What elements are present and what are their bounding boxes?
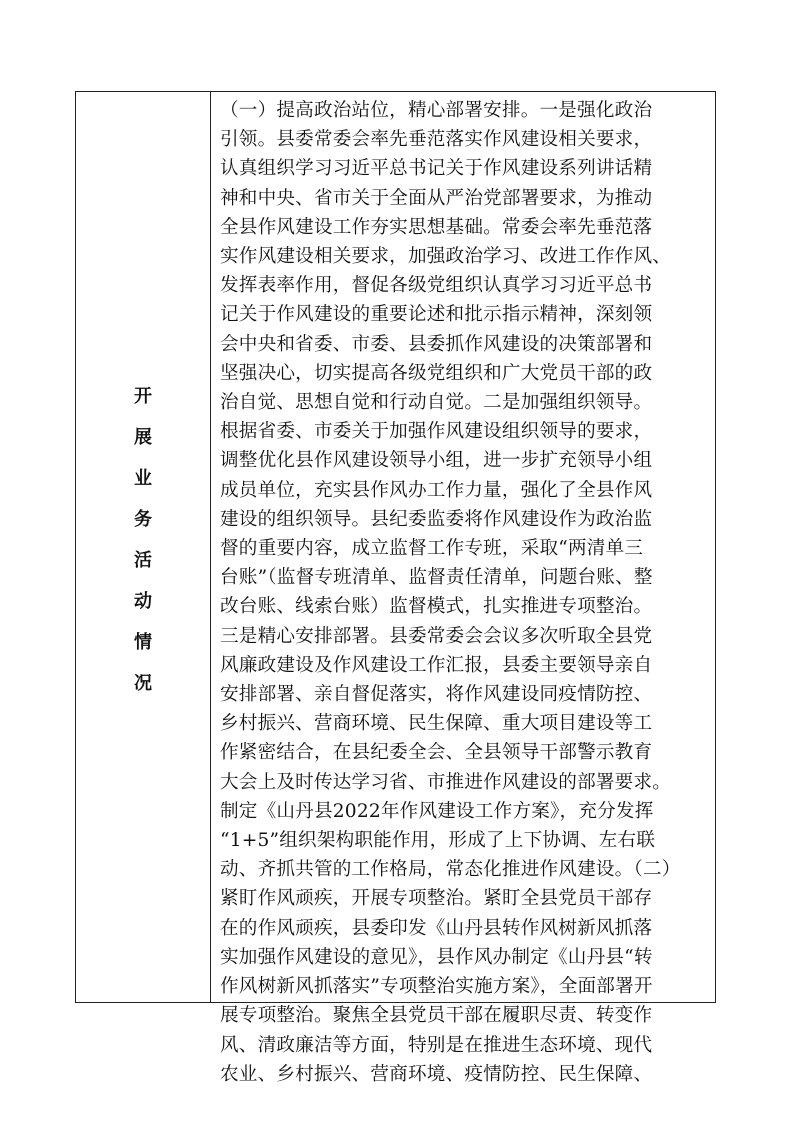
content-line: 展专项整治。聚焦全县党员干部在履职尽责、转变作: [220, 1005, 653, 1027]
content-line: 记关于作风建设的重要论述和批示指示精神，深刻领: [220, 304, 653, 326]
content-line: 制定《山丹县2022年作风建设工作方案》，充分发挥: [220, 800, 654, 822]
content-line: 作风树新风抓落实”专项整治实施方案》，全面部署开: [220, 976, 653, 998]
content-line: 根据省委、市委关于加强作风建设组织领导的要求，: [220, 421, 653, 443]
content-line: 乡村振兴、营商环境、民生保障、重大项目建设等工: [220, 713, 653, 735]
label-column: [76, 92, 211, 1002]
content-line: （一）提高政治站位，精心部署安排。一是强化政治: [220, 100, 653, 121]
label-char: 活: [134, 549, 152, 571]
content-line: 大会上及时传达学习省、市推进作风建设的部署要求。: [220, 771, 672, 793]
content-line: 作紧密结合，在县纪委全会、全县领导干部警示教育: [220, 742, 653, 764]
content-line: 紧盯作风顽疾，开展专项整治。紧盯全县党员干部存: [220, 888, 653, 910]
content-line: 台账”（监督专班清单、监督责任清单，问题台账、整: [220, 567, 653, 589]
label-char: 展: [134, 426, 152, 448]
label-char: 动: [134, 590, 152, 612]
content-line: 引领。县委常委会率先垂范落实作风建设相关要求，: [220, 129, 653, 151]
label-char: 况: [134, 672, 152, 694]
content-line: 在的作风顽疾，县委印发《山丹县转作风树新风抓落: [220, 917, 653, 939]
content-line: 改台账、线索台账）监督模式，扎实推进专项整治。: [220, 596, 653, 618]
label-char: 业: [134, 467, 152, 489]
content-line: 建设的组织领导。县纪委监委将作风建设作为政治监: [220, 508, 653, 530]
content-line: 风、清政廉洁等方面，特别是在推进生态环境、现代: [220, 1034, 653, 1056]
row-label: [134, 385, 152, 694]
label-char: 情: [134, 631, 152, 653]
content-line: 调整优化县作风建设领导小组，进一步扩充领导小组: [220, 450, 653, 472]
content-line: 实加强作风建设的意见》，县作风办制定《山丹县“转: [220, 946, 653, 968]
content-column: [211, 92, 715, 1085]
content-line: 认真组织学习习近平总书记关于作风建设系列讲话精: [220, 158, 653, 180]
content-line: 三是精心安排部署。县委常委会会议多次听取全县党: [220, 625, 653, 647]
content-line: 农业、乡村振兴、营商环境、疫情防控、民生保障、: [220, 1063, 653, 1085]
content-paragraph: [220, 96, 707, 1089]
content-line: 发挥表率作用，督促各级党组织认真学习习近平总书: [220, 275, 653, 297]
label-char: 开: [134, 385, 152, 407]
content-line: 坚强决心，切实提高各级党组织和广大党员干部的政: [220, 362, 653, 384]
content-line: 实作风建设相关要求，加强政治学习、改进工作作风、: [220, 246, 672, 268]
content-line: 全县作风建设工作夯实思想基础。常委会率先垂范落: [220, 216, 653, 238]
content-line: 督的重要内容，成立监督工作专班，采取“两清单三: [220, 538, 644, 560]
content-line: 安排部署、亲自督促落实，将作风建设同疫情防控、: [220, 684, 653, 706]
content-line: 治自觉、思想自觉和行动自觉。二是加强组织领导。: [220, 392, 653, 414]
content-line: 成员单位，充实县作风办工作力量，强化了全县作风: [220, 479, 653, 501]
label-char: 务: [134, 508, 152, 530]
content-line: 会中央和省委、市委、县委抓作风建设的决策部署和: [220, 333, 653, 355]
content-line: 动、齐抓共管的工作格局，常态化推进作风建设。（二）: [220, 859, 681, 881]
activity-table: [75, 91, 716, 1085]
content-line: 风廉政建设及作风建设工作汇报，县委主要领导亲自: [220, 654, 653, 676]
content-line: “1+5”组织架构职能作用，形成了上下协调、左右联: [220, 830, 656, 852]
content-line: 神和中央、省市关于全面从严治党部署要求，为推动: [220, 187, 653, 209]
